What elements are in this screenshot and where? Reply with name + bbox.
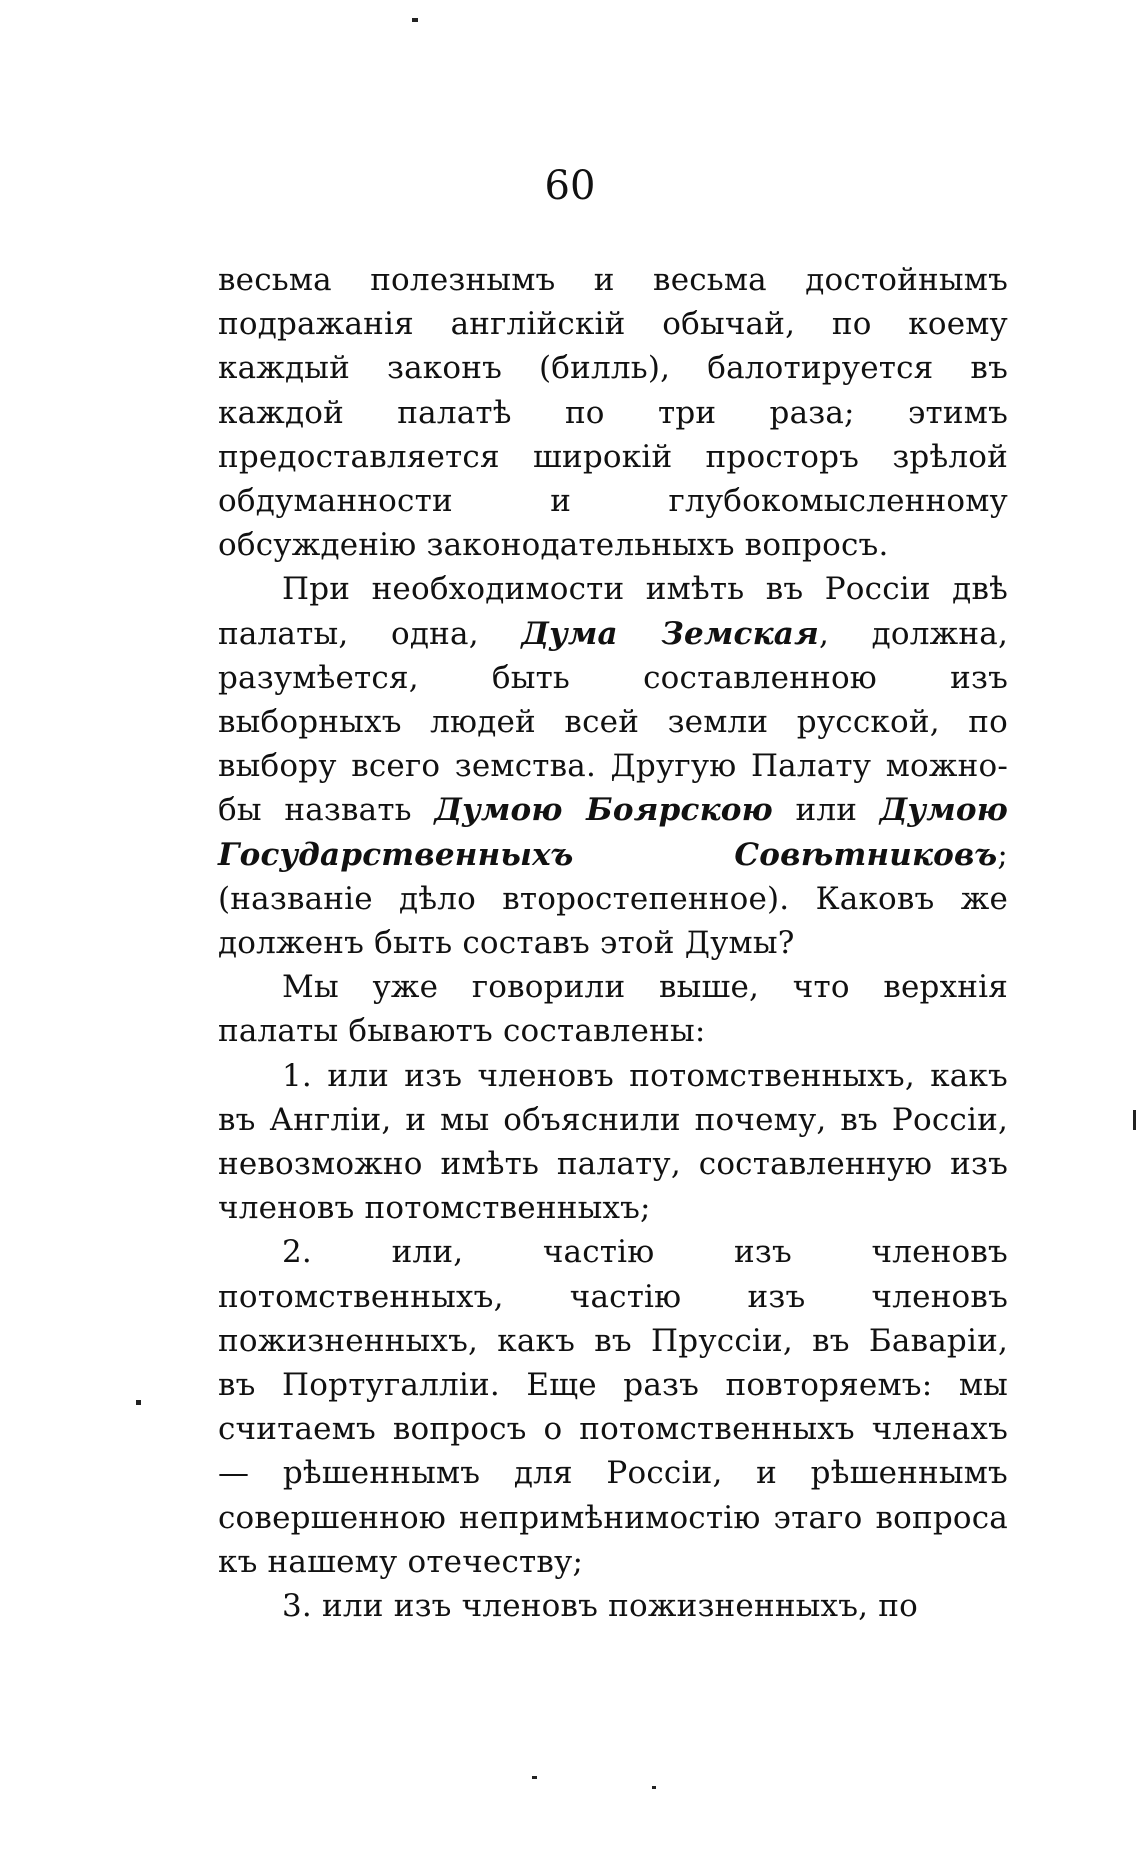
text-run: При необходимости имѣть въ Россіи двѣ палаты, одна, bbox=[218, 571, 1008, 652]
scan-speck bbox=[1133, 1110, 1136, 1130]
text-run: 2. или, частію изъ членовъ потомственныхъ, частію изъ членовъ пожизненныхъ, какъ въ Пруссіи, въ Баваріи, въ Португалліи. Еще разъ повторяемъ: мы считаемъ вопросъ о потомственныхъ членахъ — рѣшеннымъ для Россіи, и рѣшеннымъ совершенною непримѣнимостію этаго вопроса къ нашему отечеству; bbox=[218, 1234, 1008, 1580]
text-run: ; (названіе дѣло второстепенное). Каковъ же долженъ быть составъ этой Думы? bbox=[218, 836, 1008, 962]
scan-speck bbox=[412, 18, 418, 22]
list-item bbox=[218, 1584, 1008, 1628]
text-run: Мы уже говорили выше, что верхнія палаты бываютъ составлены: bbox=[218, 969, 1008, 1050]
scan-speck bbox=[652, 1786, 656, 1789]
text-run: 3. или изъ членовъ пожизненныхъ, по bbox=[282, 1588, 918, 1625]
paragraph bbox=[218, 258, 1008, 567]
page-number: 60 bbox=[544, 163, 596, 209]
body-text bbox=[218, 258, 1008, 1628]
list-item bbox=[218, 1230, 1008, 1584]
scan-speck bbox=[136, 1400, 141, 1405]
text-run: весьма полезнымъ и весьма достойнымъ подражанія англійскій обычай, по коему каждый законъ (билль), балотируется въ каждой палатѣ по три раза; этимъ предоставляется широкій просторъ зрѣлой обдуманности и глубокомысленному обсужденію законодательныхъ вопросъ. bbox=[218, 262, 1008, 564]
text-run: или bbox=[772, 792, 880, 829]
paragraph bbox=[218, 965, 1008, 1053]
italic-phrase: Дума Земская bbox=[521, 615, 819, 652]
italic-phrase: Думою Боярскою bbox=[434, 792, 773, 829]
list-item bbox=[218, 1054, 1008, 1231]
paragraph bbox=[218, 567, 1008, 965]
italic-phrase: Думою Государственныхъ Совѣтниковъ bbox=[218, 792, 1008, 873]
scan-speck bbox=[532, 1776, 537, 1779]
text-run: 1. или изъ членовъ потомственныхъ, какъ въ Англіи, и мы объяснили почему, въ Россіи, невозможно имѣть палату, составленную изъ членовъ потомственныхъ; bbox=[218, 1057, 1008, 1227]
text-run: , должна, разумѣется, быть составленною изъ выборныхъ людей всей земли русской, по выбору всего земства. Другую Палату можно-бы назвать bbox=[218, 615, 1008, 829]
